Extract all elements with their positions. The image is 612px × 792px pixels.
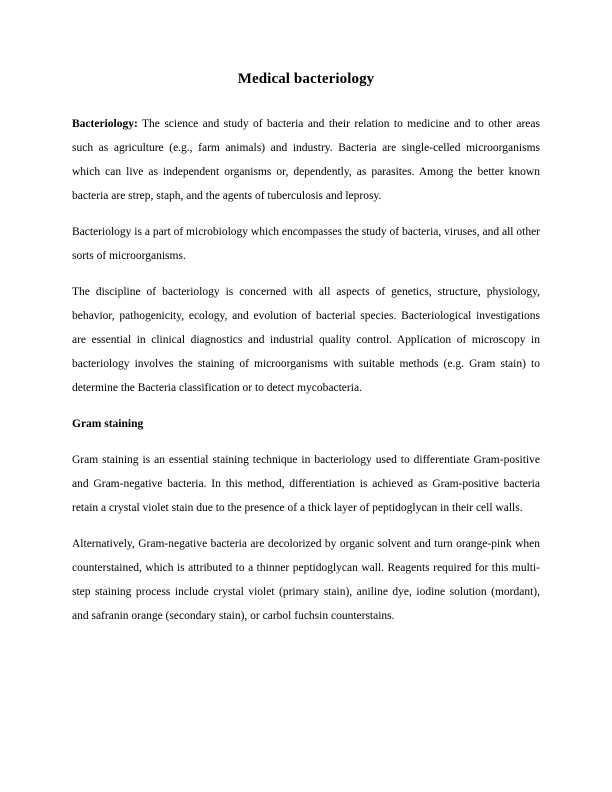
term-bacteriology: Bacteriology: — [72, 118, 138, 130]
section-heading-gram-staining: Gram staining — [72, 418, 144, 430]
paragraph-intro — [72, 112, 540, 208]
page-title: Medical bacteriology — [237, 71, 375, 87]
document-body — [72, 112, 540, 640]
intro-text: The science and study of bacteria and their relation to medicine and to other areas such as agriculture (e.g., farm animals) and industry. Bacteria are single-celled microorganisms which can live as independent organisms or, dependently, as parasites. Among the better known bacteria are strep, staph, and the agents of tuberculosis and leprosy. — [72, 118, 540, 202]
paragraph-discipline: The discipline of bacteriology is concerned with all aspects of genetics, structure, physiology, behavior, pathogenicity, ecology, and evolution of bacterial species. Bacteriological investigations are essential in clinical diagnostics and industrial quality control. Application of microscopy in bacteriology involves the staining of microorganisms with suitable methods (e.g. Gram stain) to determine the Bacteria classification or to detect mycobacteria. — [72, 286, 540, 394]
paragraph-gram-negative: Alternatively, Gram-negative bacteria are decolorized by organic solvent and turn orange-pink when counterstained, which is attributed to a thinner peptidoglycan wall. Reagents required for this multi-step staining process include crystal violet (primary stain), aniline dye, iodine solution (mordant), and safranin orange (secondary stain), or carbol fuchsin counterstains. — [72, 538, 540, 622]
paragraph-microbiology: Bacteriology is a part of microbiology which encompasses the study of bacteria, viruses, and all other sorts of microorganisms. — [72, 226, 540, 262]
paragraph-gram-staining: Gram staining is an essential staining technique in bacteriology used to differentiate Gram-positive and Gram-negative bacteria. In this method, differentiation is achieved as Gram-positive bacteria retain a crystal violet stain due to the presence of a thick layer of peptidoglycan in their cell walls. — [72, 454, 540, 514]
